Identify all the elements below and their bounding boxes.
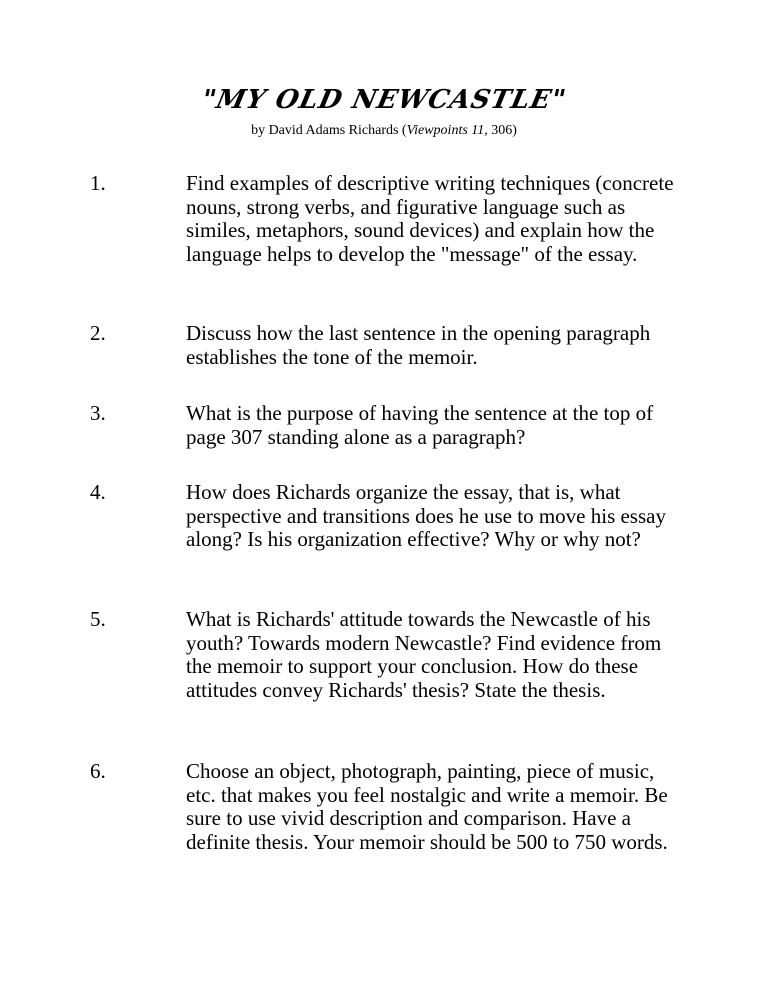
byline-suffix: , 306) (484, 123, 517, 138)
byline-source: Viewpoints 11 (406, 123, 485, 138)
question-number: 3. (90, 401, 106, 425)
question-text: Choose an object, photograph, painting, piece of music, etc. that makes you feel nostalgic and write a memoir. Be sure to use vivid description and comparison. Have a definite thesis. Your memoir should be 500 to 750 words. (186, 759, 668, 854)
byline-prefix: by David Adams Richards ( (251, 123, 407, 138)
question-text: How does Richards organize the essay, that is, what perspective and transitions does he use to move his essay along? Is his organization effective? Why or why not? (186, 480, 666, 551)
question-text: Discuss how the last sentence in the opening paragraph establishes the tone of the memoir. (186, 321, 651, 369)
question-text: What is Richards' attitude towards the Newcastle of his youth? Towards modern Newcastle? Find evidence from the memoir to support your conclusion. How do these attitudes convey Richards' thesis? State the thesis. (186, 607, 662, 702)
byline (0, 123, 768, 139)
question-number: 1. (90, 171, 106, 195)
question-number: 4. (90, 480, 106, 504)
question-text: Find examples of descriptive writing techniques (concrete nouns, strong verbs, and figurative language such as similes, metaphors, sound devices) and explain how the language helps to develop the "message" of the essay. (186, 171, 674, 266)
document-title: "MY OLD NEWCASTLE" (198, 85, 570, 115)
question-number: 5. (90, 607, 106, 631)
question-number: 6. (90, 759, 106, 783)
question-number: 2. (90, 321, 106, 345)
question-text: What is the purpose of having the sentence at the top of page 307 standing alone as a paragraph? (186, 401, 654, 449)
